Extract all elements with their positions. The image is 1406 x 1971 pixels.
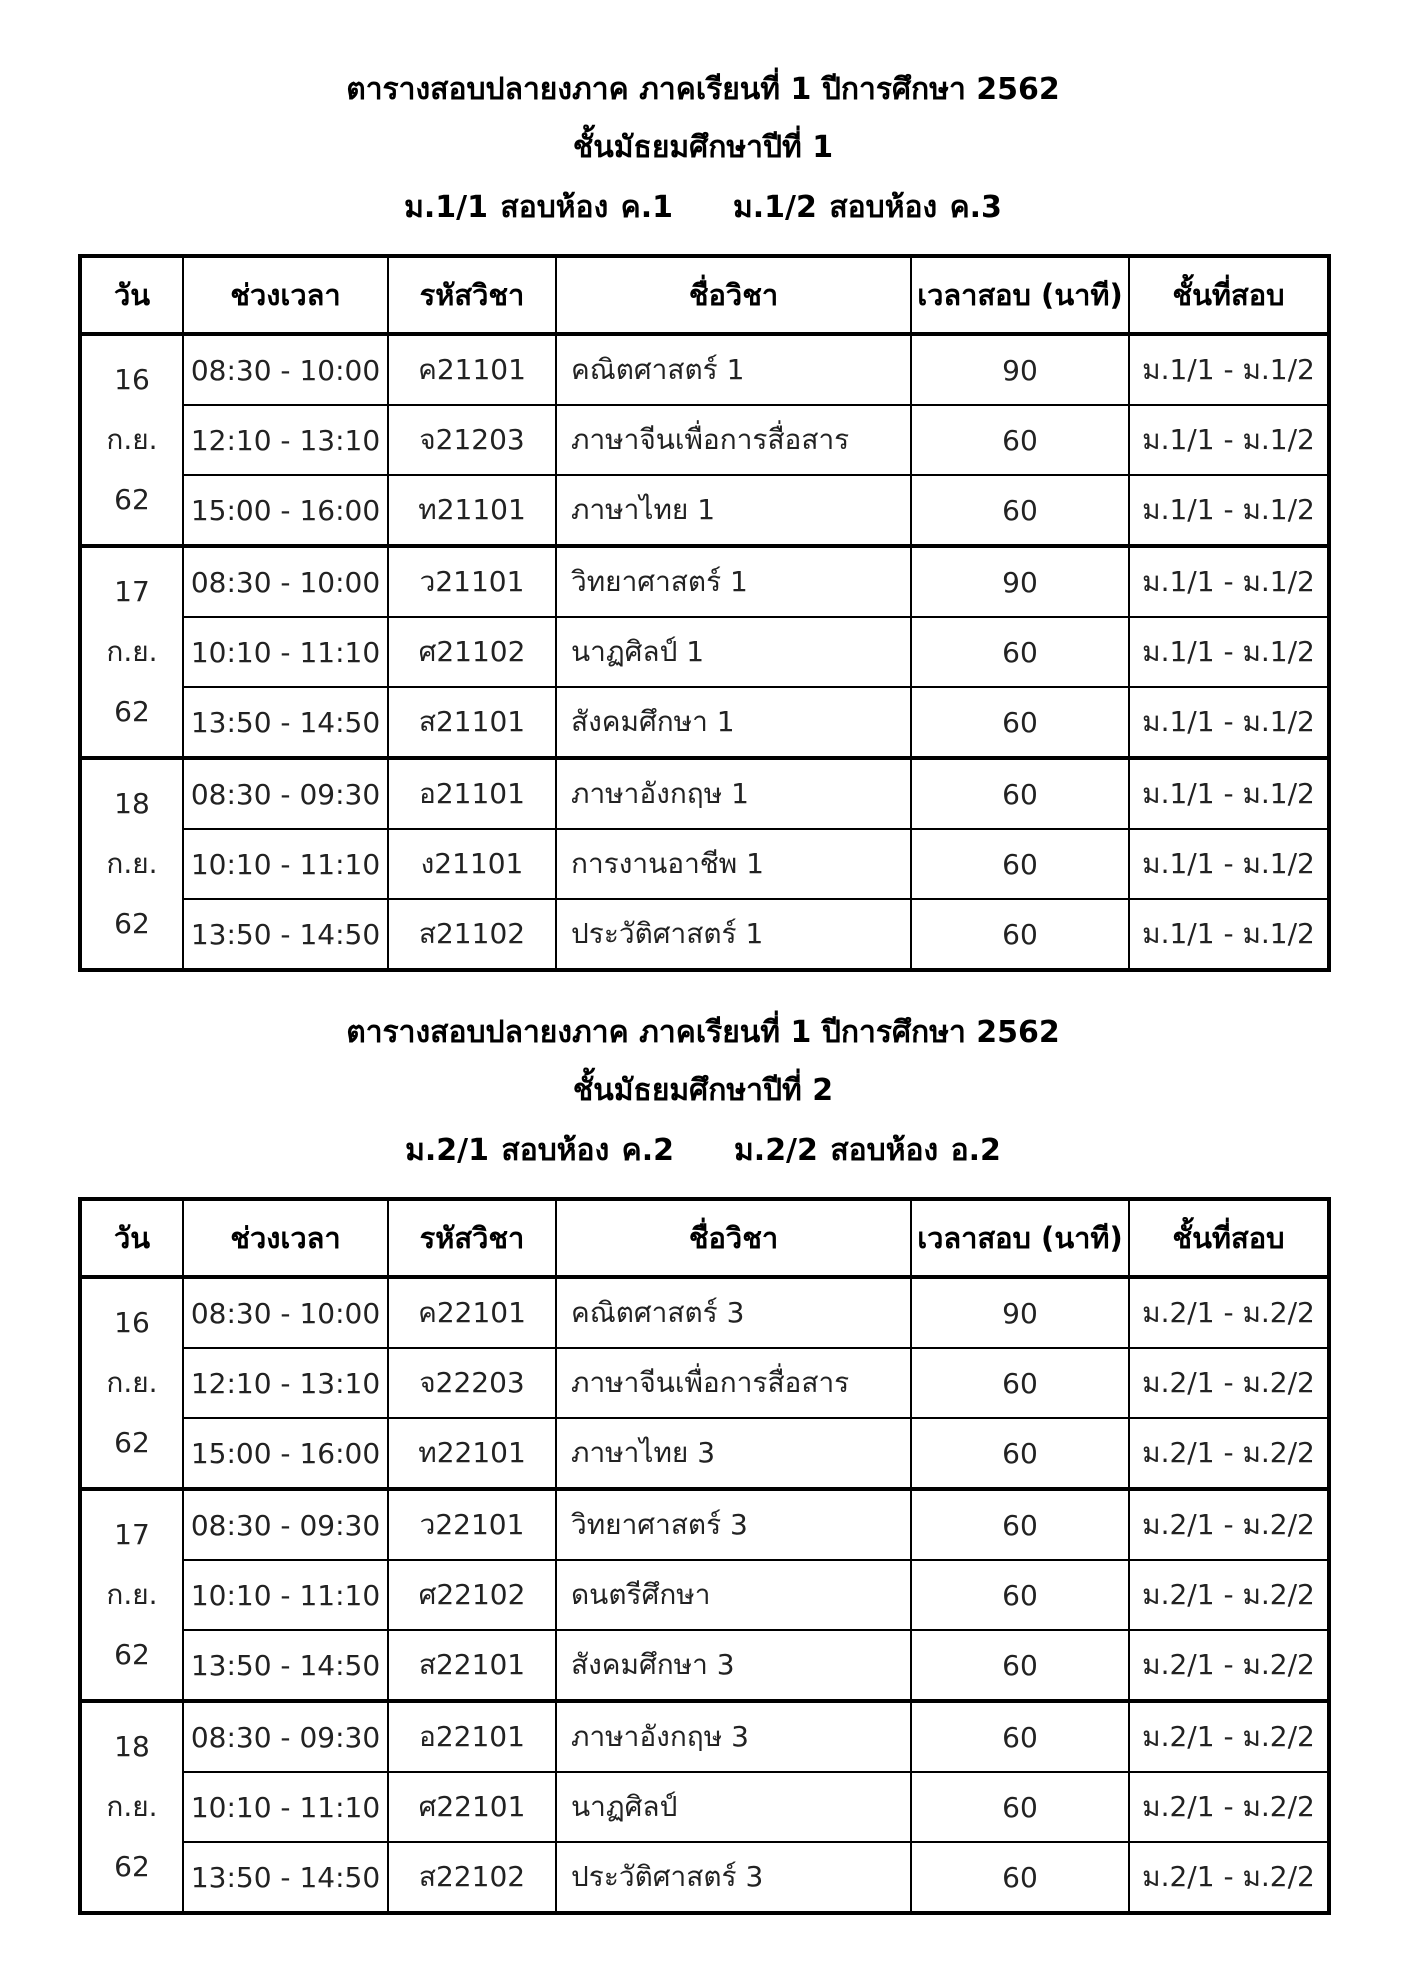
time-cell: 10:10 - 11:10 [183, 1560, 388, 1630]
subject-cell: คณิตศาสตร์ 3 [556, 1277, 911, 1348]
table-row [80, 1489, 1329, 1560]
duration-cell: 90 [911, 546, 1129, 617]
date-line: 62 [114, 695, 150, 728]
class-cell: ม.1/1 - ม.1/2 [1129, 899, 1329, 970]
date-line: 62 [114, 1638, 150, 1671]
duration-cell: 60 [911, 1772, 1129, 1842]
schedule-section-grade-1 [0, 70, 1406, 951]
code-cell: ท21101 [388, 475, 556, 546]
class-cell: ม.2/1 - ม.2/2 [1129, 1418, 1329, 1489]
duration-cell: 60 [911, 758, 1129, 829]
table-row [80, 1560, 1329, 1630]
time-cell: 08:30 - 10:00 [183, 334, 388, 405]
time-cell: 13:50 - 14:50 [183, 687, 388, 758]
class-cell: ม.1/1 - ม.1/2 [1129, 405, 1329, 475]
header-time: ช่วงเวลา [183, 256, 388, 334]
subject-cell: นาฏศิลป์ 1 [556, 617, 911, 687]
header-day: วัน [80, 1199, 183, 1277]
table-row [80, 546, 1329, 617]
header-code: รหัสวิชา [388, 1199, 556, 1277]
table-row [80, 758, 1329, 829]
header-code: รหัสวิชา [388, 256, 556, 334]
date-line: 62 [114, 1850, 150, 1883]
table-row [80, 1842, 1329, 1913]
table-row [80, 475, 1329, 546]
date-line: 17 [114, 1518, 150, 1551]
table-header-row [80, 256, 1329, 334]
grade-subtitle: ชั้นมัธยมศึกษาปีที่ 2 [572, 1073, 834, 1108]
date-line: ก.ย. [106, 847, 158, 880]
schedule-title: ตารางสอบปลายงภาค ภาคเรียนที่ 1 ปีการศึกษา 2562 [346, 72, 1060, 107]
table-row [80, 405, 1329, 475]
date-line: 62 [114, 1426, 150, 1459]
table-row [80, 687, 1329, 758]
date-cell [80, 1489, 183, 1701]
table-row [80, 617, 1329, 687]
date-line: ก.ย. [106, 635, 158, 668]
date-line: 17 [114, 575, 150, 608]
class-cell: ม.2/1 - ม.2/2 [1129, 1277, 1329, 1348]
code-cell: ว21101 [388, 546, 556, 617]
duration-cell: 90 [911, 1277, 1129, 1348]
date-line: 62 [114, 907, 150, 940]
table-row [80, 899, 1329, 970]
class-cell: ม.1/1 - ม.1/2 [1129, 758, 1329, 829]
day-group [80, 1701, 1329, 1913]
date-cell [80, 546, 183, 758]
header-class: ชั้นที่สอบ [1129, 1199, 1329, 1277]
subject-cell: ประวัติศาสตร์ 3 [556, 1842, 911, 1913]
class-cell: ม.1/1 - ม.1/2 [1129, 617, 1329, 687]
header-subject: ชื่อวิชา [556, 256, 911, 334]
date-cell [80, 1277, 183, 1489]
header-subject: ชื่อวิชา [556, 1199, 911, 1277]
class-cell: ม.2/1 - ม.2/2 [1129, 1348, 1329, 1418]
class-cell: ม.2/1 - ม.2/2 [1129, 1701, 1329, 1772]
date-line: ก.ย. [106, 1578, 158, 1611]
code-cell: ว22101 [388, 1489, 556, 1560]
table-row [80, 1701, 1329, 1772]
duration-cell: 60 [911, 617, 1129, 687]
day-group [80, 334, 1329, 546]
header-class: ชั้นที่สอบ [1129, 256, 1329, 334]
table-row [80, 1418, 1329, 1489]
subject-cell: วิทยาศาสตร์ 1 [556, 546, 911, 617]
header-day: วัน [80, 256, 183, 334]
duration-cell: 60 [911, 899, 1129, 970]
time-cell: 08:30 - 09:30 [183, 1489, 388, 1560]
time-cell: 08:30 - 09:30 [183, 758, 388, 829]
code-cell: ส21102 [388, 899, 556, 970]
date-line: 16 [114, 1306, 150, 1339]
duration-cell: 60 [911, 1348, 1129, 1418]
class-cell: ม.2/1 - ม.2/2 [1129, 1772, 1329, 1842]
class-cell: ม.2/1 - ม.2/2 [1129, 1560, 1329, 1630]
room-left: ม.2/1 สอบห้อง ค.2 [405, 1133, 675, 1168]
subject-cell: ประวัติศาสตร์ 1 [556, 899, 911, 970]
time-cell: 08:30 - 10:00 [183, 546, 388, 617]
duration-cell: 90 [911, 334, 1129, 405]
exam-table [78, 254, 1331, 972]
header-duration: เวลาสอบ (นาที) [911, 1199, 1129, 1277]
table-row [80, 334, 1329, 405]
date-line: 18 [114, 1730, 150, 1763]
subject-cell: นาฏศิลป์ [556, 1772, 911, 1842]
table-row [80, 1630, 1329, 1701]
subject-cell: ภาษาอังกฤษ 3 [556, 1701, 911, 1772]
table-row [80, 829, 1329, 899]
time-cell: 12:10 - 13:10 [183, 405, 388, 475]
date-cell [80, 334, 183, 546]
schedule-title: ตารางสอบปลายงภาค ภาคเรียนที่ 1 ปีการศึกษา 2562 [346, 1015, 1060, 1050]
code-cell: ง21101 [388, 829, 556, 899]
room-assignment [0, 188, 1406, 228]
header-time: ช่วงเวลา [183, 1199, 388, 1277]
duration-cell: 60 [911, 1418, 1129, 1489]
time-cell: 10:10 - 11:10 [183, 617, 388, 687]
code-cell: จ22203 [388, 1348, 556, 1418]
day-group [80, 546, 1329, 758]
subject-cell: คณิตศาสตร์ 1 [556, 334, 911, 405]
date-line: 62 [114, 483, 150, 516]
time-cell: 08:30 - 09:30 [183, 1701, 388, 1772]
date-line: ก.ย. [106, 1790, 158, 1823]
table-header-row [80, 1199, 1329, 1277]
exam-table [78, 1197, 1331, 1915]
schedule-section-grade-2 [0, 1013, 1406, 1894]
subject-cell: ภาษาจีนเพื่อการสื่อสาร [556, 405, 911, 475]
class-cell: ม.1/1 - ม.1/2 [1129, 546, 1329, 617]
date-line: ก.ย. [106, 1366, 158, 1399]
time-cell: 15:00 - 16:00 [183, 475, 388, 546]
code-cell: ศ22102 [388, 1560, 556, 1630]
time-cell: 12:10 - 13:10 [183, 1348, 388, 1418]
room-right: ม.1/2 สอบห้อง ค.3 [733, 190, 1002, 225]
date-cell [80, 1701, 183, 1913]
duration-cell: 60 [911, 1560, 1129, 1630]
code-cell: ศ21102 [388, 617, 556, 687]
date-line: 16 [114, 363, 150, 396]
duration-cell: 60 [911, 1489, 1129, 1560]
subject-cell: สังคมศึกษา 1 [556, 687, 911, 758]
grade-subtitle: ชั้นมัธยมศึกษาปีที่ 1 [572, 130, 834, 165]
subject-cell: วิทยาศาสตร์ 3 [556, 1489, 911, 1560]
room-assignment [0, 1131, 1406, 1171]
time-cell: 13:50 - 14:50 [183, 899, 388, 970]
code-cell: อ21101 [388, 758, 556, 829]
code-cell: ค22101 [388, 1277, 556, 1348]
date-cell [80, 758, 183, 970]
time-cell: 13:50 - 14:50 [183, 1842, 388, 1913]
code-cell: อ22101 [388, 1701, 556, 1772]
class-cell: ม.1/1 - ม.1/2 [1129, 334, 1329, 405]
table-row [80, 1772, 1329, 1842]
duration-cell: 60 [911, 687, 1129, 758]
duration-cell: 60 [911, 1842, 1129, 1913]
subject-cell: ภาษาจีนเพื่อการสื่อสาร [556, 1348, 911, 1418]
code-cell: ศ22101 [388, 1772, 556, 1842]
duration-cell: 60 [911, 1701, 1129, 1772]
day-group [80, 758, 1329, 970]
subject-cell: การงานอาชีพ 1 [556, 829, 911, 899]
code-cell: จ21203 [388, 405, 556, 475]
table-row [80, 1348, 1329, 1418]
subject-cell: ภาษาไทย 1 [556, 475, 911, 546]
class-cell: ม.2/1 - ม.2/2 [1129, 1489, 1329, 1560]
time-cell: 15:00 - 16:00 [183, 1418, 388, 1489]
time-cell: 10:10 - 11:10 [183, 829, 388, 899]
table-row [80, 1277, 1329, 1348]
class-cell: ม.1/1 - ม.1/2 [1129, 829, 1329, 899]
date-line: ก.ย. [106, 423, 158, 456]
time-cell: 08:30 - 10:00 [183, 1277, 388, 1348]
code-cell: ส22102 [388, 1842, 556, 1913]
code-cell: ส21101 [388, 687, 556, 758]
day-group [80, 1489, 1329, 1701]
subject-cell: สังคมศึกษา 3 [556, 1630, 911, 1701]
date-line: 18 [114, 787, 150, 820]
room-left: ม.1/1 สอบห้อง ค.1 [404, 190, 673, 225]
duration-cell: 60 [911, 405, 1129, 475]
duration-cell: 60 [911, 829, 1129, 899]
class-cell: ม.1/1 - ม.1/2 [1129, 687, 1329, 758]
subject-cell: ภาษาอังกฤษ 1 [556, 758, 911, 829]
class-cell: ม.1/1 - ม.1/2 [1129, 475, 1329, 546]
subject-cell: ดนตรีศึกษา [556, 1560, 911, 1630]
subject-cell: ภาษาไทย 3 [556, 1418, 911, 1489]
code-cell: ท22101 [388, 1418, 556, 1489]
time-cell: 10:10 - 11:10 [183, 1772, 388, 1842]
day-group [80, 1277, 1329, 1489]
class-cell: ม.2/1 - ม.2/2 [1129, 1842, 1329, 1913]
room-right: ม.2/2 สอบห้อง อ.2 [734, 1133, 1001, 1168]
code-cell: ค21101 [388, 334, 556, 405]
header-duration: เวลาสอบ (นาที) [911, 256, 1129, 334]
code-cell: ส22101 [388, 1630, 556, 1701]
duration-cell: 60 [911, 1630, 1129, 1701]
duration-cell: 60 [911, 475, 1129, 546]
class-cell: ม.2/1 - ม.2/2 [1129, 1630, 1329, 1701]
time-cell: 13:50 - 14:50 [183, 1630, 388, 1701]
